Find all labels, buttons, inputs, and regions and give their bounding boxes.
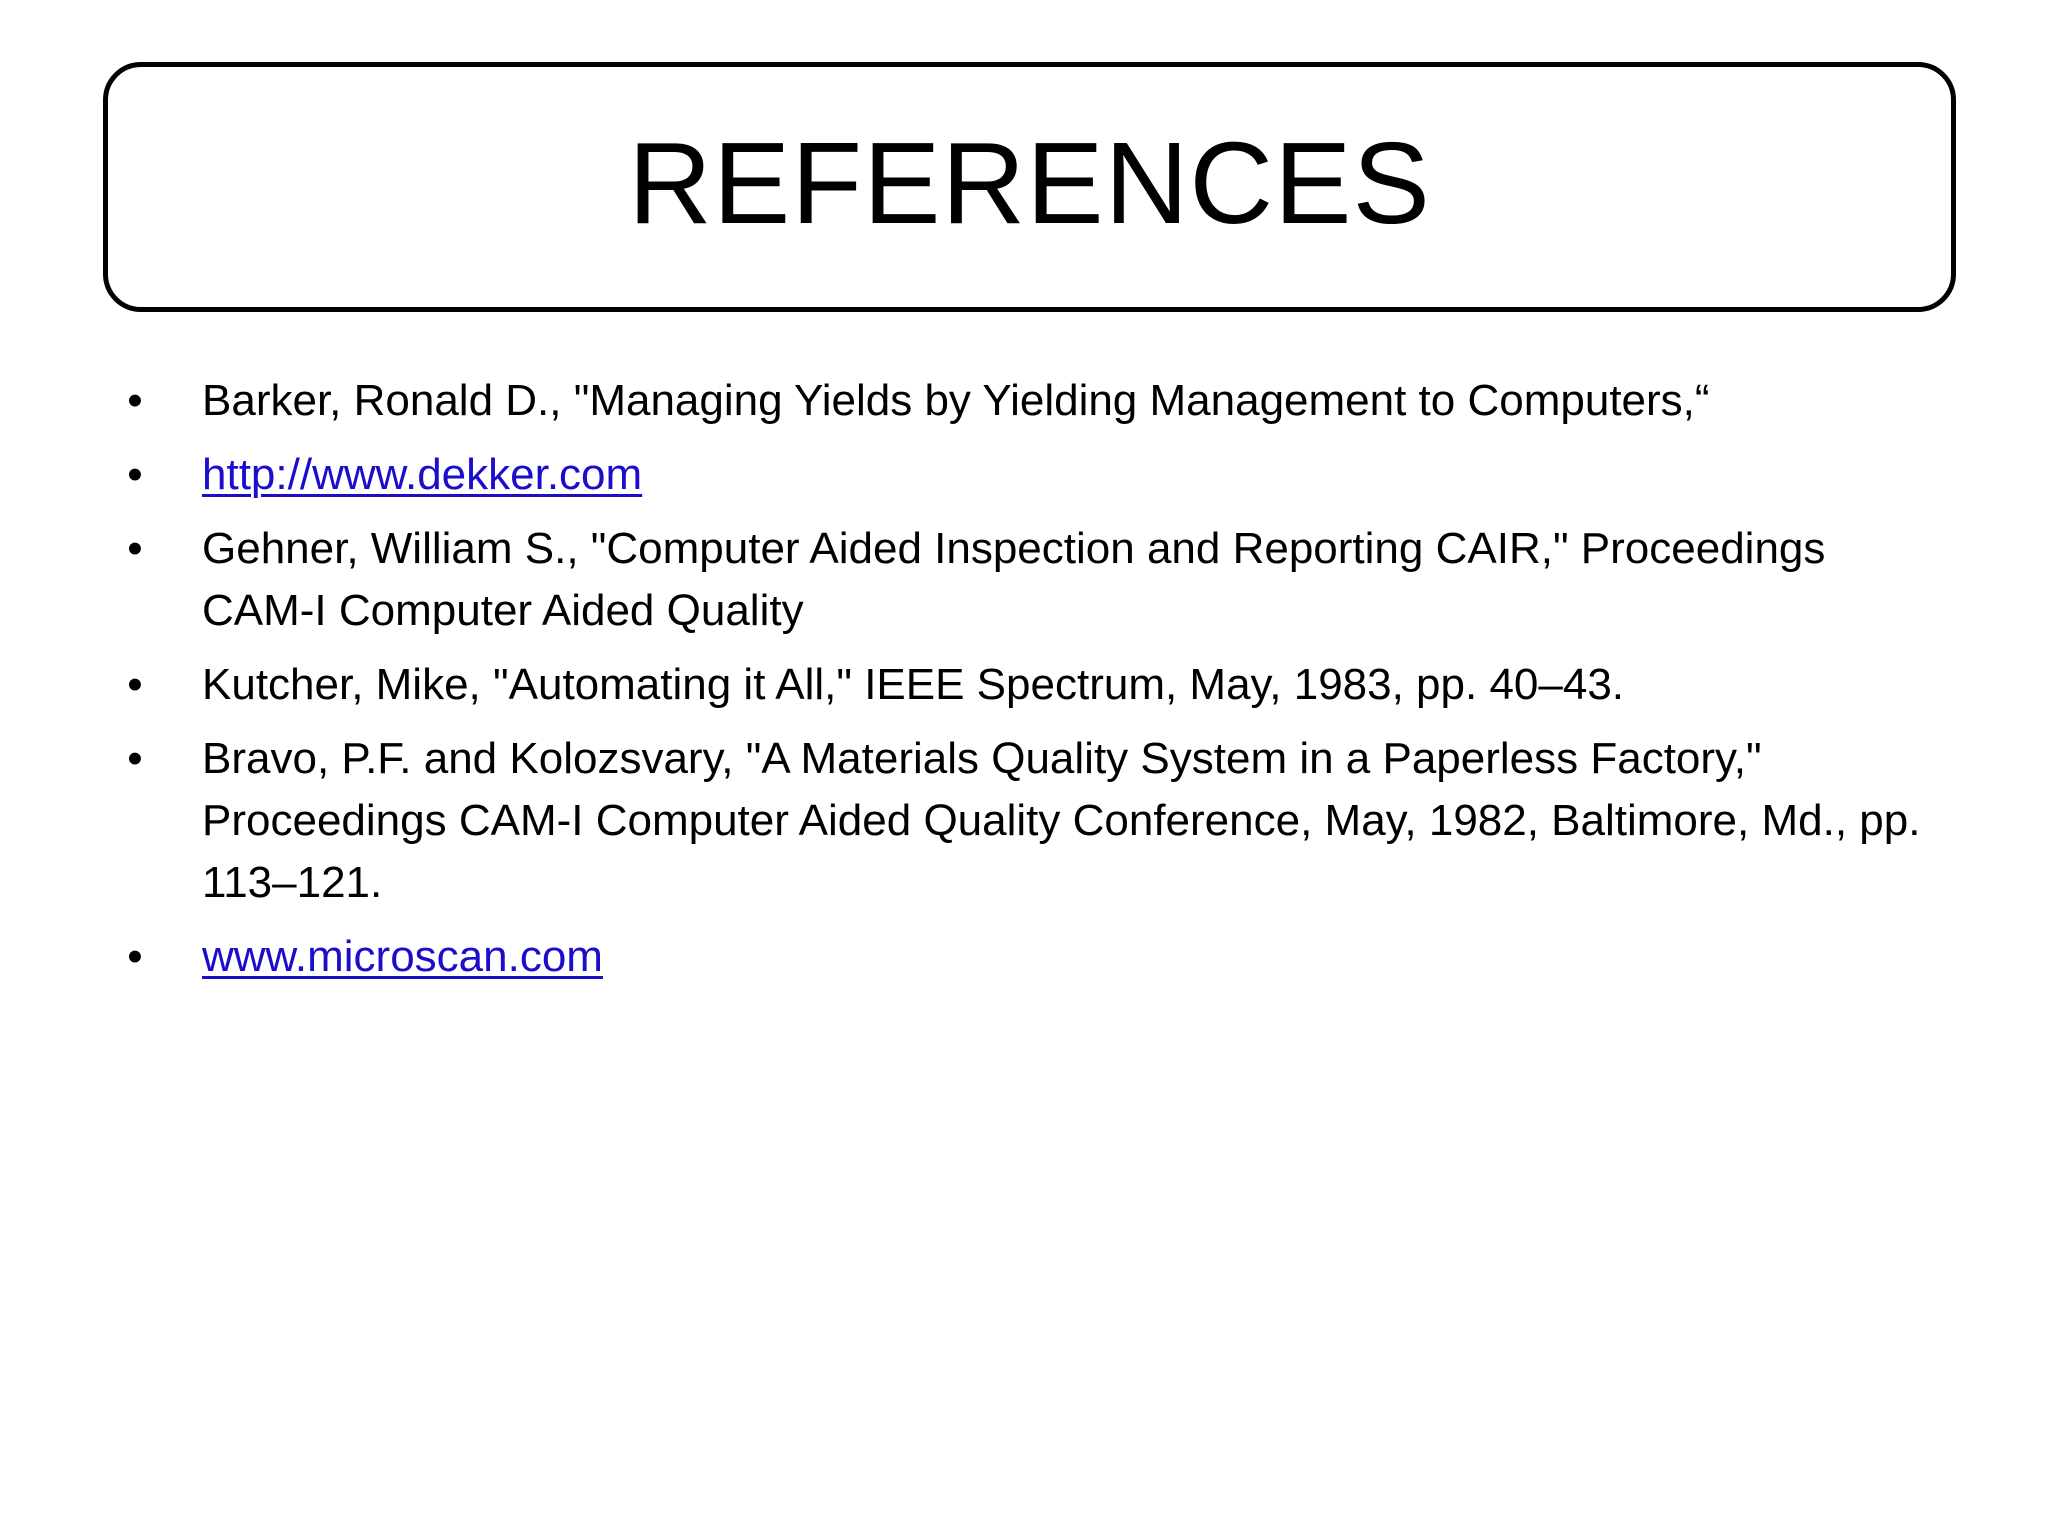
reference-text: Kutcher, Mike, "Automating it All," IEEE Spectrum, May, 1983, pp. 40–43.	[202, 660, 1625, 709]
bullet-icon: •	[127, 734, 143, 783]
reference-item	[120, 444, 1940, 506]
reference-item	[120, 728, 1940, 914]
bullet-icon: •	[127, 376, 143, 425]
bullet-icon: •	[127, 450, 143, 499]
reference-link-microscan[interactable]: www.microscan.com	[202, 932, 603, 981]
bullet-icon: •	[127, 660, 143, 709]
reference-text: Barker, Ronald D., "Managing Yields by Yielding Management to Computers,“	[202, 376, 1710, 425]
title-box	[103, 62, 1956, 312]
reference-link-dekker[interactable]: http://www.dekker.com	[202, 450, 643, 499]
reference-text: Bravo, P.F. and Kolozsvary, "A Materials Quality System in a Paperless Factory," Proceedings CAM-I Computer Aided Quality Conference, May, 1982, Baltimore, Md., pp. 113–121.	[202, 734, 1921, 907]
slide-title: REFERENCES	[628, 118, 1431, 248]
reference-item	[120, 654, 1940, 716]
reference-text: Gehner, William S., "Computer Aided Inspection and Reporting CAIR," Proceedings CAM-I Computer Aided Quality	[202, 524, 1826, 635]
reference-list	[120, 370, 1940, 1000]
bullet-icon: •	[127, 524, 143, 573]
reference-item	[120, 370, 1940, 432]
reference-item	[120, 518, 1940, 642]
reference-item	[120, 926, 1940, 988]
bullet-icon: •	[127, 932, 143, 981]
